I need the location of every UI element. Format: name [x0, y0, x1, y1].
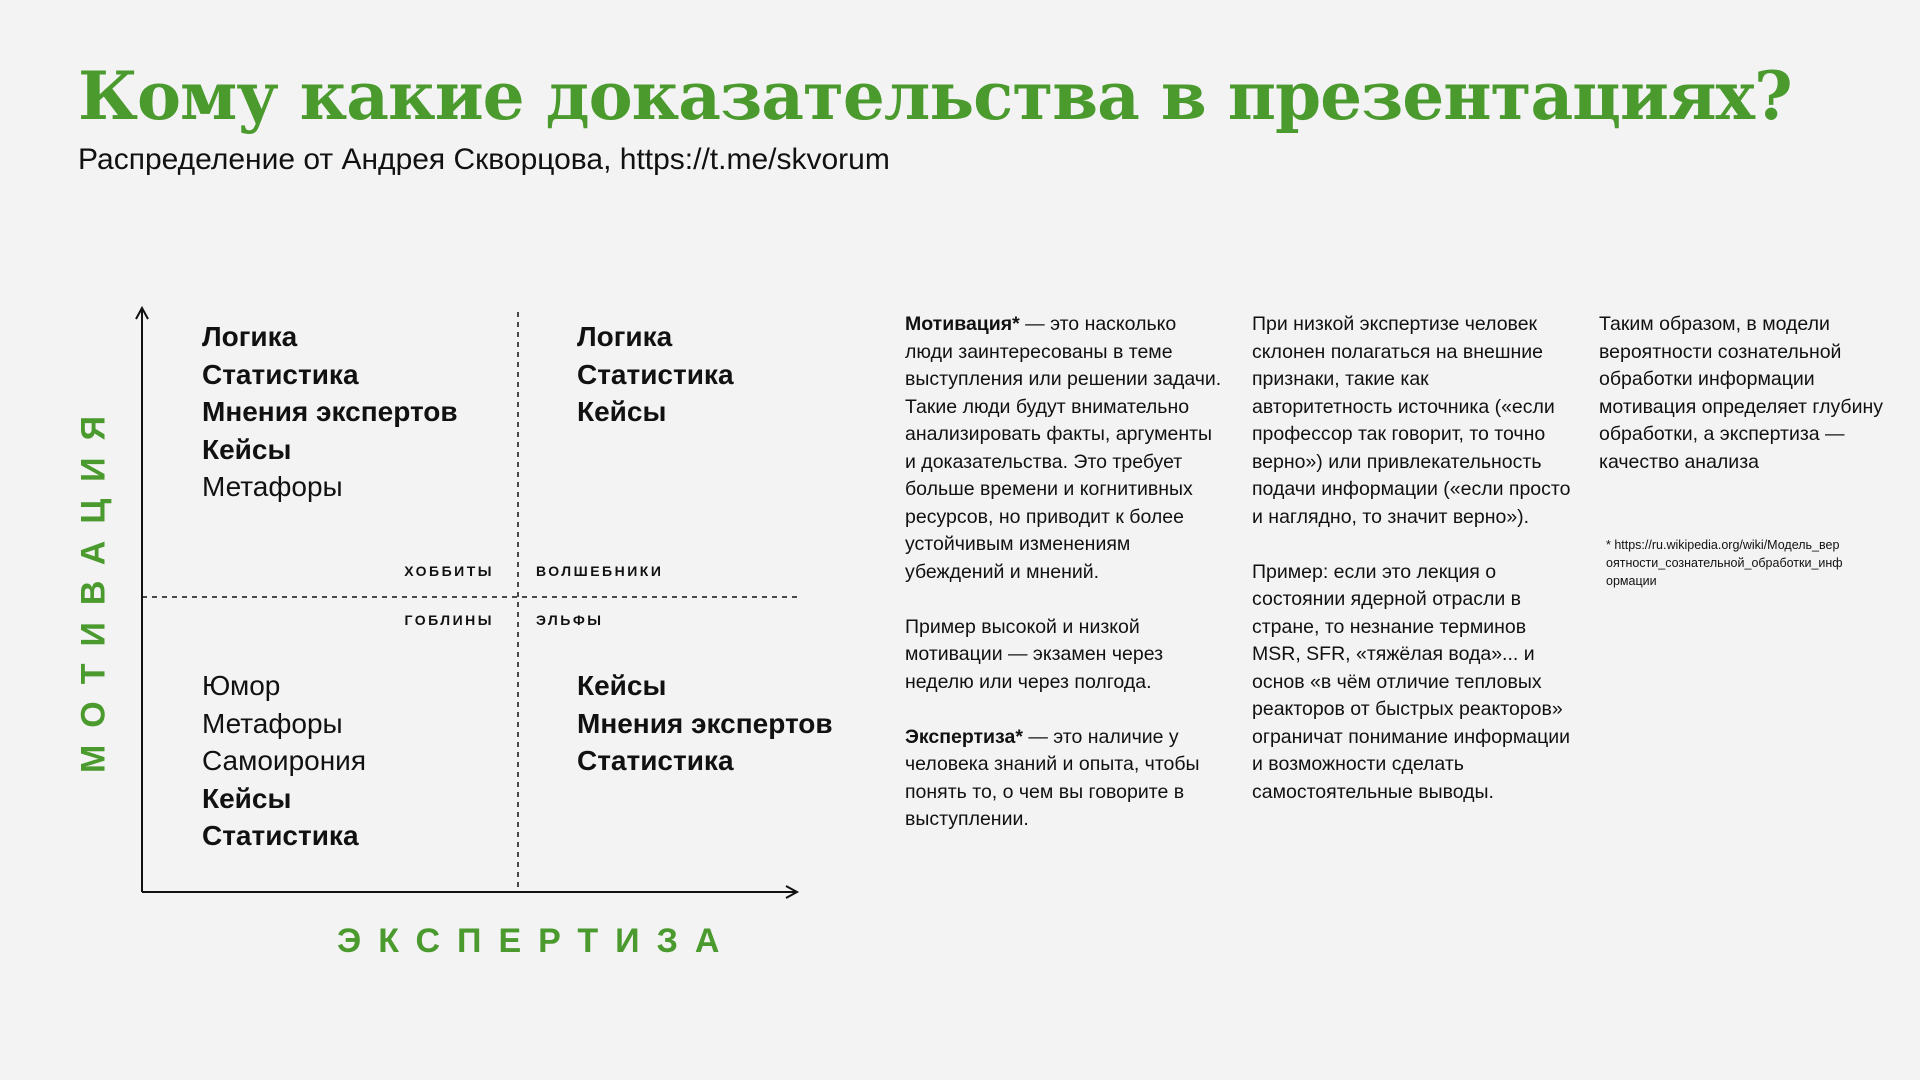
expertise-term: Экспертиза* — [905, 725, 1023, 748]
quadrant-item: Логика — [577, 321, 673, 352]
motivation-body: — это насколько люди заинтересованы в теме выступления или решении задачи. Такие люди будут внимательно анализировать факты, аргументы и доказательства. Это требует больше времени и когнитивных ресурсов, но приводит к более устойчивым изменениям убеждений и мнений. — [905, 313, 1222, 583]
quadrant-item: Юмор — [202, 670, 281, 701]
quadrant-name-elves: ЭЛЬФЫ — [536, 612, 604, 628]
quadrant-item: Мнения экспертов — [577, 707, 833, 739]
footnote-source-link[interactable]: * https://ru.wikipedia.org/wiki/Модель_вероятности_сознательной_обработки_информации — [1606, 538, 1843, 588]
quadrant-name-hobbits: ХОББИТЫ — [404, 563, 494, 579]
quadrant-top-right-list — [577, 318, 734, 431]
quadrant-name-goblins: ГОБЛИНЫ — [404, 612, 494, 628]
quadrant-item: Статистика — [202, 358, 359, 390]
quadrant-top-left-list — [202, 318, 458, 506]
x-axis-label: ЭКСПЕРТИЗА — [337, 922, 737, 960]
expertise-definition — [905, 724, 1227, 834]
quadrant-bottom-right-list — [577, 667, 833, 780]
quadrant-item: Метафоры — [202, 471, 343, 502]
quadrant-item: Кейсы — [577, 670, 667, 701]
expertise-example: Пример: если это лекция о состоянии ядерной отрасли в стране, то незнание терминов MSR, SFR, «тяжёлая вода»... и основ «в чём отличие тепловых реакторов от быстрых реакторов» ограничат понимание информации и возможности сделать самостоятельные выводы. — [1252, 560, 1571, 803]
page-subtitle: Распределение от Андрея Скворцова, https://t.me/skvorum — [78, 143, 890, 176]
quadrant-item: Статистика — [202, 820, 359, 851]
page-title: Кому какие доказательства в презентациях? — [78, 57, 1792, 135]
quadrant-bottom-left-list — [202, 667, 366, 855]
quadrant-item: Кейсы — [577, 396, 667, 427]
motivation-example: Пример высокой и низкой мотивации — экзамен через неделю или через полгода. — [905, 615, 1164, 693]
expertise-body: — это наличие у человека знаний и опыта, чтобы понять то, о чем вы говорите в выступлении. — [905, 725, 1200, 830]
text-column-conclusion — [1599, 311, 1899, 504]
text-column-low-expertise — [1252, 311, 1574, 834]
quadrant-item: Метафоры — [202, 707, 343, 739]
y-axis-label: МОТИВАЦИЯ — [74, 398, 113, 774]
quadrant-item: Статистика — [577, 358, 734, 390]
quadrant-item: Самоирония — [202, 745, 366, 776]
quadrant-item: Мнения экспертов — [202, 396, 458, 427]
conclusion-paragraph: Таким образом, в модели вероятности сознательной обработки информации мотивация определяет глубину обработки, а экспертиза — качество анализа — [1599, 313, 1884, 473]
quadrant-item: Кейсы — [202, 433, 292, 465]
motivation-definition — [905, 311, 1227, 586]
quadrant-name-wizards: ВОЛШЕБНИКИ — [536, 563, 664, 579]
quadrant-item: Кейсы — [202, 782, 292, 814]
text-column-motivation — [905, 311, 1227, 861]
low-expertise-paragraph: При низкой экспертизе человек склонен полагаться на внешние признаки, такие как авторитетность источника («если профессор так говорит, то точно верно») или привлекательность подачи информации («если просто и наглядно, то значит верно»). — [1252, 313, 1571, 528]
motivation-term: Мотивация* — [905, 313, 1020, 335]
quadrant-item: Логика — [202, 321, 298, 352]
quadrant-item: Статистика — [577, 745, 734, 776]
